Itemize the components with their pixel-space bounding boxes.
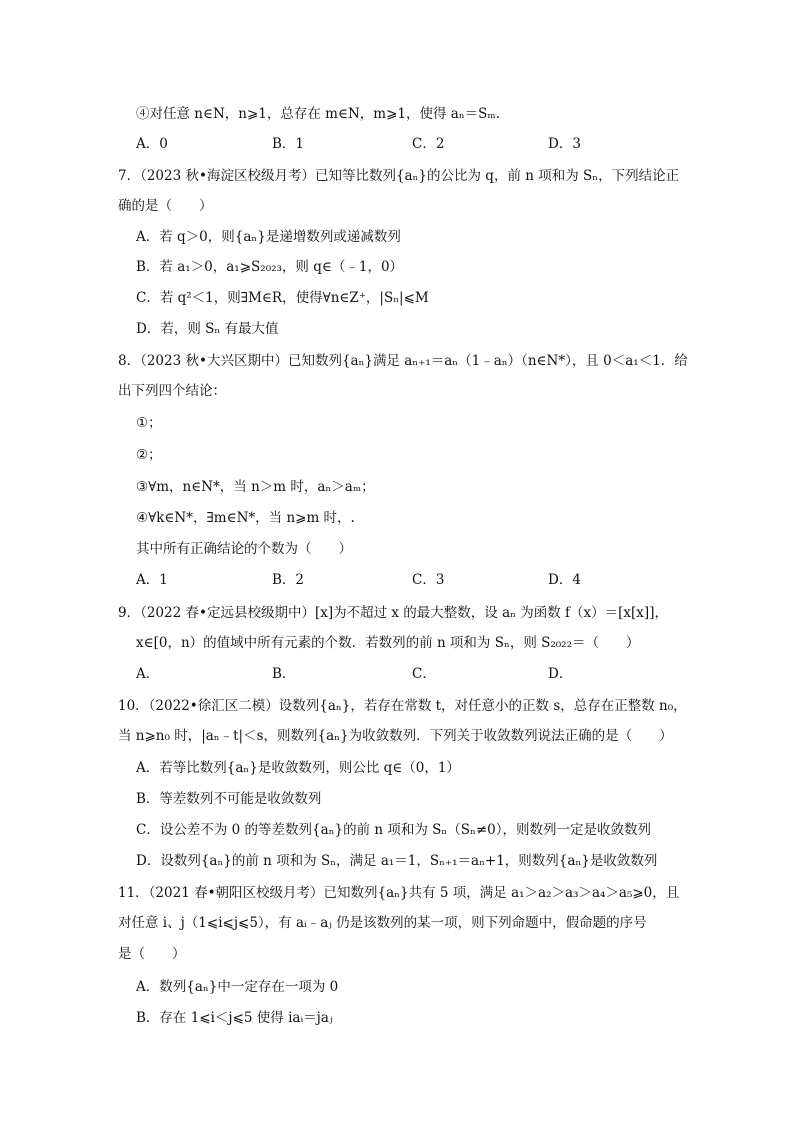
q7-option-a: A．若 q＞0，则{aₙ}是递增数列或递减数列 xyxy=(136,229,401,245)
q7-option-d: D．若，则 Sₙ 有最大值 xyxy=(136,321,279,337)
q11-option-b: B．存在 1⩽i＜j⩽5 使得 iaᵢ＝jaⱼ xyxy=(136,1010,333,1026)
q11-stem-line1: 11．（2021 春•朝阳区校级月考）已知数列{aₙ}共有 5 项，满足 a₁＞a₂＞a₃＞a₄＞a₅⩾0，且 xyxy=(118,885,680,901)
q9-choice-d: D． xyxy=(548,666,573,682)
q7-stem-line2: 确的是（ ） xyxy=(118,198,213,214)
q7-option-c: C．若 q²＜1，则∃M∈R，使得∀n∈Z⁺，|Sₙ|⩽M xyxy=(136,290,429,306)
q6-choice-d: D．3 xyxy=(548,136,581,152)
q10-option-b: B．等差数列不可能是收敛数列 xyxy=(136,791,322,807)
q6-statement-4: ④对任意 n∈N，n⩾1，总存在 m∈N，m⩾1，使得 aₙ＝Sₘ. xyxy=(136,106,500,122)
q10-option-c: C．设公差不为 0 的等差数列{aₙ}的前 n 项和为 Sₙ（Sₙ≠0），则数列一定是收敛数列 xyxy=(136,822,651,838)
q10-stem-line2: 当 n⩾n₀ 时，|aₙ﹣t|＜s，则数列{aₙ}为收敛数列．下列关于收敛数列说法正确的是（ ） xyxy=(118,728,673,744)
q8-statement-1: ①； xyxy=(136,415,162,431)
q8-statement-3: ③∀m，n∈N*，当 n＞m 时，aₙ＞aₘ； xyxy=(136,479,375,495)
q11-option-a: A．数列{aₙ}中一定存在一项为 0 xyxy=(136,979,339,995)
q6-choices xyxy=(136,134,696,154)
q10-option-a: A．若等比数列{aₙ}是收敛数列，则公比 q∈（0，1） xyxy=(136,760,460,776)
q9-choices xyxy=(136,664,696,684)
q9-choice-b: B． xyxy=(272,666,296,682)
q6-choice-b: B．1 xyxy=(272,136,305,152)
q7-option-b: B．若 a₁＞0，a₁⩾S₂₀₂₃，则 q∈（﹣1，0） xyxy=(136,259,404,275)
q9-choice-c: C． xyxy=(412,666,436,682)
q9-stem-line2: x∈[0，n）的值域中所有元素的个数．若数列的前 n 项和为 Sₙ，则 S₂₀₂₂＝（ ） xyxy=(136,635,640,651)
q8-choices xyxy=(136,570,696,590)
q8-stem-line1: 8．（2023 秋•大兴区期中）已知数列{aₙ}满足 aₙ₊₁＝aₙ（1﹣aₙ）（n∈N*），且 0＜a₁＜1．给 xyxy=(118,353,688,369)
q9-choice-a: A． xyxy=(136,666,160,682)
q8-statement-4: ④∀k∈N*，∃m∈N*，当 n⩾m 时，. xyxy=(136,510,355,526)
q10-option-d: D．设数列{aₙ}的前 n 项和为 Sₙ，满足 a₁＝1，Sₙ₊₁＝aₙ+1，则数列{aₙ}是收敛数列 xyxy=(136,853,658,869)
q10-stem-line1: 10．（2022•徐汇区二模）设数列{aₙ}，若存在常数 t，对任意小的正数 s，总存在正整数 n₀， xyxy=(118,698,687,714)
q11-stem-line3: 是（ ） xyxy=(118,946,186,962)
q8-choice-d: D．4 xyxy=(548,572,581,588)
q8-choice-c: C．3 xyxy=(412,572,445,588)
q8-question: 其中所有正确结论的个数为（ ） xyxy=(136,541,352,557)
q9-stem-line1: 9．（2022 春•定远县校级期中）[x]为不超过 x 的最大整数，设 aₙ 为函数 f（x）＝[x[x]]， xyxy=(118,605,668,621)
q8-choice-a: A．1 xyxy=(136,572,168,588)
q6-choice-c: C．2 xyxy=(412,136,445,152)
q8-stem-line2: 出下列四个结论： xyxy=(118,383,226,399)
q8-choice-b: B．2 xyxy=(272,572,305,588)
q8-statement-2: ②； xyxy=(136,447,162,463)
q6-choice-a: A．0 xyxy=(136,136,168,152)
q11-stem-line2: 对任意 i、j（1⩽i⩽j⩽5），有 aᵢ﹣aⱼ 仍是该数列的某一项，则下列命题中，假命题的序号 xyxy=(118,915,647,931)
q7-stem-line1: 7．（2023 秋•海淀区校级月考）已知等比数列{aₙ}的公比为 q，前 n 项和为 Sₙ，下列结论正 xyxy=(118,168,680,184)
